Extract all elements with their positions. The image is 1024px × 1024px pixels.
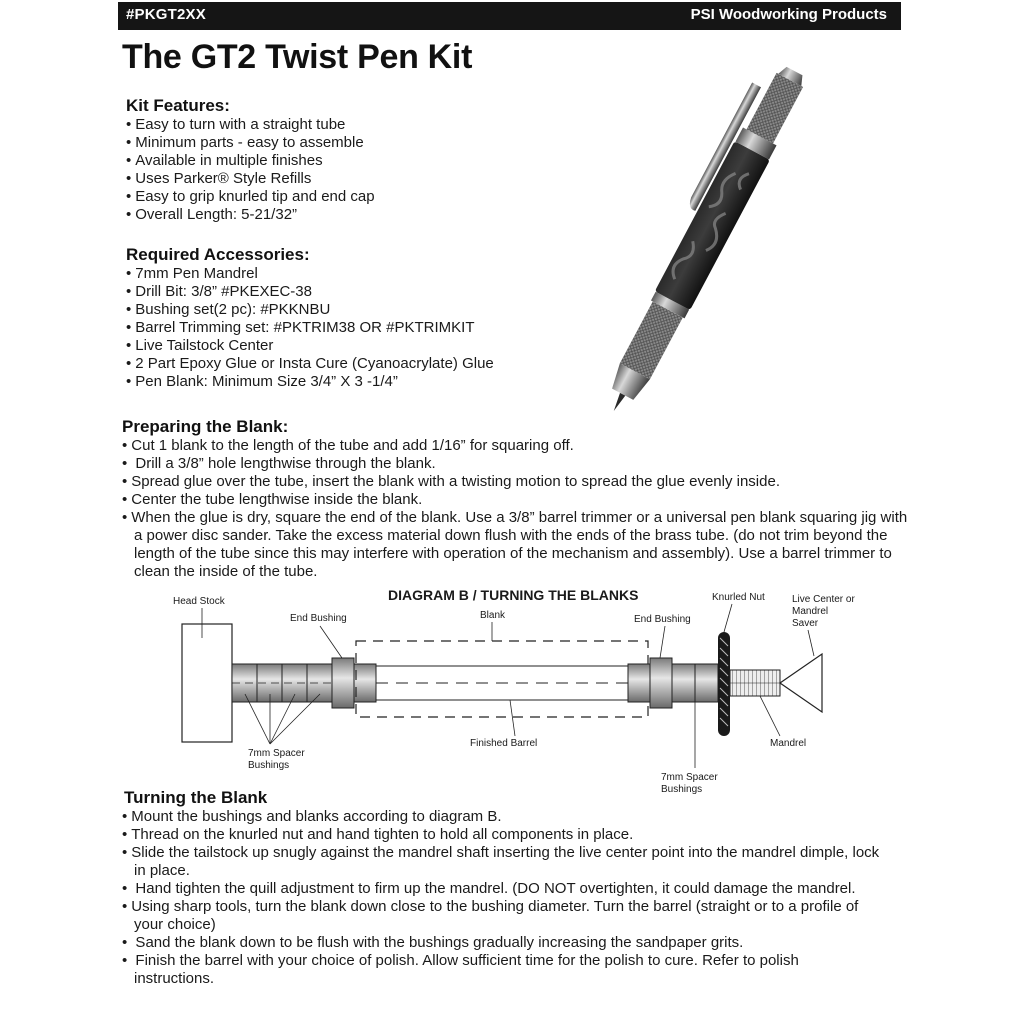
list-item: • Live Tailstock Center [126,337,494,355]
list-item: • Thread on the knurled nut and hand tighten to hold all components in place. [122,826,882,844]
required-accessories-list [126,265,494,391]
head-stock [182,624,232,742]
knurled-end-cap [747,73,804,144]
label-live-center-2: Mandrel [792,606,829,617]
label-mandrel: Mandrel [770,738,807,749]
list-item: • 2 Part Epoxy Glue or Insta Cure (Cyanoacrylate) Glue [126,355,494,373]
end-bushing-left [332,658,354,708]
kit-features-list [126,116,375,224]
label-end-bushing-right: End Bushing [634,614,691,625]
list-item: • Sand the blank down to be flush with the bushings gradually increasing the sandpaper grits. [122,934,882,952]
turning-blank-heading: Turning the Blank [124,788,268,807]
label-finished-barrel: Finished Barrel [470,738,538,749]
list-item: • Center the tube lengthwise inside the blank. [122,491,912,509]
preparing-blank-list [122,437,912,581]
list-item: • Finish the barrel with your choice of polish. Allow sufficient time for the polish to cure. Refer to polish instructions. [122,952,882,988]
list-item: • Cut 1 blank to the length of the tube and add 1/16” for squaring off. [122,437,912,455]
list-item: • Easy to turn with a straight tube [126,116,375,134]
page-title: The GT2 Twist Pen Kit [122,38,473,76]
list-item: • Using sharp tools, turn the blank down close to the bushing diameter. Turn the barrel (straight or to a profile of your choice) [122,898,882,934]
label-head-stock: Head Stock [173,596,225,607]
label-live-center-1: Live Center or [792,594,855,605]
label-spacer-right-1: 7mm Spacer [661,772,718,783]
list-item: • Hand tighten the quill adjustment to firm up the mandrel. (DO NOT overtighten, it could damage the mandrel. [122,880,882,898]
label-spacer-left-2: Bushings [248,760,290,771]
list-item: • Mount the bushings and blanks according to diagram B. [122,808,882,826]
label-knurled-nut: Knurled Nut [712,592,765,603]
list-item: • Drill a 3/8” hole lengthwise through the blank. [122,455,912,473]
list-item: • Pen Blank: Minimum Size 3/4” X 3 -1/4” [126,373,494,391]
required-accessories-heading: Required Accessories: [126,245,310,264]
list-item: • Minimum parts - easy to assemble [126,134,375,152]
live-center [780,654,822,712]
list-item: • When the glue is dry, square the end of the blank. Use a 3/8” barrel trimmer or a universal pen blank squaring jig with a power disc sander. Take the excess material down flush with the ends of the brass tube. (do not trim beyond the length of the tube since this may interfere with operation of the mechanism and assembly). Use a barrel trimmer to clean the inside of the tube. [122,509,912,581]
label-blank: Blank [480,610,506,621]
list-item: • Bushing set(2 pc): #PKKNBU [126,301,494,319]
label-spacer-right-2: Bushings [661,784,703,795]
label-end-bushing-left: End Bushing [290,613,347,624]
header-bar [118,2,901,30]
list-item: • Drill Bit: 3/8” #PKEXEC-38 [126,283,494,301]
knurled-grip [620,301,683,379]
knurled-nut [718,632,730,736]
preparing-blank-heading: Preparing the Blank: [122,417,289,436]
diagram-title: DIAGRAM B / TURNING THE BLANKS [388,587,639,603]
list-item: • 7mm Pen Mandrel [126,265,494,283]
list-item: • Available in multiple finishes [126,152,375,170]
diagram-turning-blanks [120,586,900,796]
list-item: • Slide the tailstock up snugly against the mandrel shaft inserting the live center point into the mandrel dimple, lock in place. [122,844,882,880]
list-item: • Spread glue over the tube, insert the blank with a twisting motion to spread the glue evenly inside. [122,473,912,491]
kit-features-heading: Kit Features: [126,96,230,115]
pen-illustration [520,30,900,430]
brand-name: PSI Woodworking Products [690,6,887,23]
list-item: • Overall Length: 5-21/32” [126,206,375,224]
list-item: • Easy to grip knurled tip and end cap [126,188,375,206]
product-sku: #PKGT2XX [126,6,206,23]
turning-blank-list [122,808,882,988]
pen-refill-tip [611,393,625,413]
list-item: • Uses Parker® Style Refills [126,170,375,188]
end-bushing-right [650,658,672,708]
label-spacer-left-1: 7mm Spacer [248,748,305,759]
list-item: • Barrel Trimming set: #PKTRIM38 OR #PKTRIMKIT [126,319,494,337]
label-live-center-3: Saver [792,618,819,629]
